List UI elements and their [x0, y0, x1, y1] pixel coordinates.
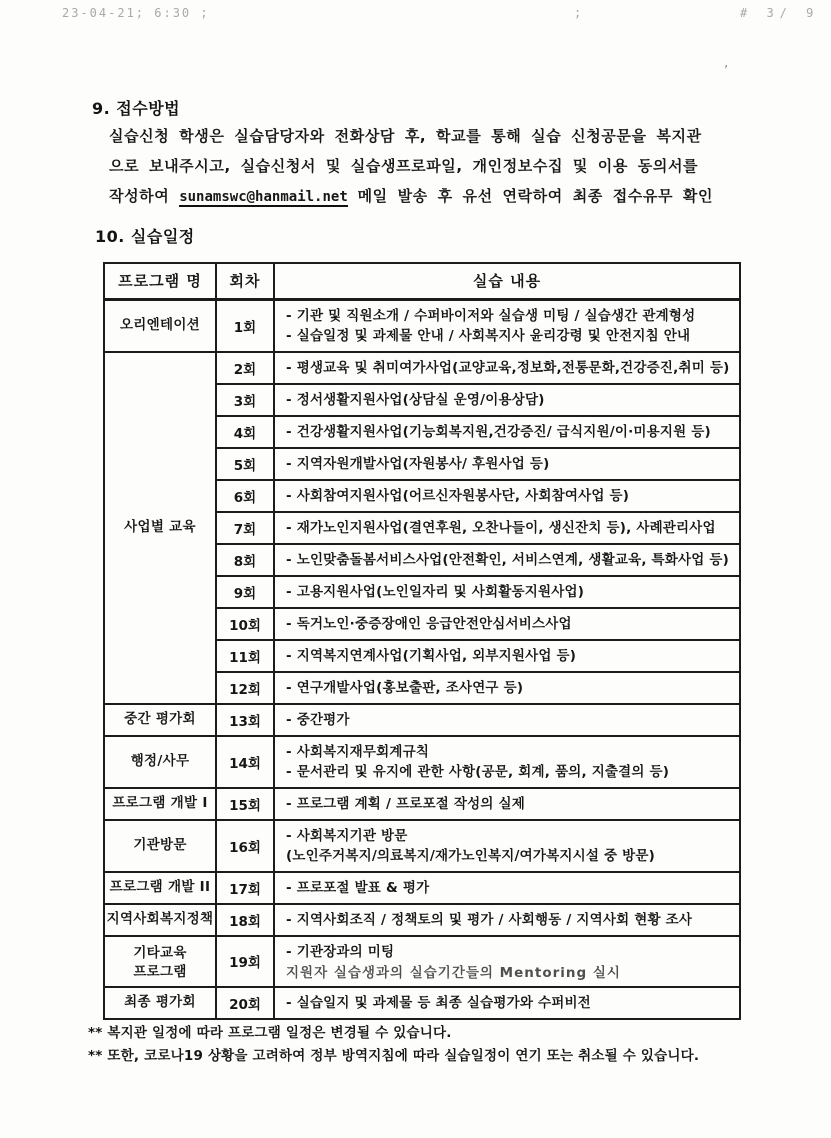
practicum-content-line: 지원자 실습생과의 실습기간들의 Mentoring 실시: [286, 964, 621, 981]
table-row: [104, 987, 740, 1019]
email-address: sunamswc@hanmail.net: [179, 189, 348, 205]
practicum-content-line: - 지역자원개발사업(자원봉사/ 후원사업 등): [286, 455, 550, 472]
practicum-content-line: - 지역복지연계사업(기획사업, 외부지원사업 등): [286, 647, 577, 664]
program-name-cell: 사업별 교육: [104, 352, 216, 704]
session-number-cell: 19회: [216, 936, 274, 987]
session-number-cell: 7회: [216, 512, 274, 544]
practicum-content-cell: [274, 704, 740, 736]
practicum-content-cell: [274, 384, 740, 416]
program-name-cell: 기관방문: [104, 820, 216, 872]
practicum-content-cell: [274, 512, 740, 544]
reception-method-paragraph: [109, 121, 734, 212]
program-name-line: 프로그램: [133, 963, 187, 980]
table-row: [104, 704, 740, 736]
practicum-content-line: - 정서생활지원사업(상담실 운영/이용상담): [286, 391, 545, 408]
fax-timestamp: 23-04-21; 6:30 ;: [62, 6, 210, 20]
table-row: [104, 936, 740, 987]
program-name-cell: 중간 평가회: [104, 704, 216, 736]
practicum-content-cell: [274, 936, 740, 987]
practicum-content-line: (노인주거복지/의료복지/재가노인복지/여가복지시설 중 방문): [286, 847, 655, 864]
table-row: [104, 352, 740, 384]
practicum-content-cell: [274, 640, 740, 672]
program-name-cell: 프로그램 개발 I: [104, 788, 216, 820]
table-row: [104, 904, 740, 936]
table-header-row: [104, 263, 740, 299]
program-name-cell: [104, 936, 216, 987]
footnote-schedule-change: ** 복지관 일정에 따라 프로그램 일정은 변경될 수 있습니다.: [88, 1025, 452, 1041]
session-number-cell: 18회: [216, 904, 274, 936]
program-name-cell: 행정/사무: [104, 736, 216, 788]
paragraph-text: 메일 발송 후 유선 연락하여 최종 접수유무 확인: [347, 187, 714, 205]
practicum-content-line: - 건강생활지원사업(기능회복지원,건강증진/ 급식지원/이·미용지원 등): [286, 423, 711, 440]
fax-page-number: # 3/ 9: [740, 6, 820, 20]
fax-header: [0, 6, 831, 24]
section-9-title: 9. 접수방법: [92, 99, 181, 118]
session-number-cell: 4회: [216, 416, 274, 448]
table-row: [104, 736, 740, 788]
table-row: [104, 820, 740, 872]
program-name-line: 기타교육: [133, 944, 187, 961]
session-number-cell: 6회: [216, 480, 274, 512]
practicum-content-line: - 사회복지기관 방문: [286, 827, 408, 844]
session-number-cell: 12회: [216, 672, 274, 704]
practicum-content-line: - 중간평가: [286, 711, 350, 728]
practicum-content-line: - 프로포절 발표 & 평가: [286, 879, 430, 896]
table-row: [104, 872, 740, 904]
practicum-content-line: - 평생교육 및 취미여가사업(교양교육,정보화,전통문화,건강증진,취미 등): [286, 359, 730, 376]
practicum-content-cell: [274, 872, 740, 904]
paragraph-line: 으로 보내주시고, 실습신청서 및 실습생프로파일, 개인정보수집 및 이용 동의서를: [109, 157, 699, 175]
practicum-content-cell: [274, 416, 740, 448]
practicum-content-cell: [274, 352, 740, 384]
practicum-content-cell: [274, 608, 740, 640]
session-number-cell: 2회: [216, 352, 274, 384]
practicum-content-cell: [274, 788, 740, 820]
practicum-content-line: - 연구개발사업(홍보출판, 조사연구 등): [286, 679, 524, 696]
scan-speck: ’: [724, 64, 729, 79]
fax-separator: ;: [574, 6, 584, 20]
practicum-content-cell: [274, 820, 740, 872]
paragraph-line: [109, 181, 734, 212]
session-number-cell: 20회: [216, 987, 274, 1019]
practicum-content-line: - 노인맞춤돌봄서비스사업(안전확인, 서비스연계, 생활교육, 특화사업 등): [286, 551, 730, 568]
practicum-content-line: - 독거노인·중증장애인 응급안전안심서비스사업: [286, 615, 572, 632]
practicum-content-cell: [274, 480, 740, 512]
practicum-content-cell: [274, 576, 740, 608]
session-number-cell: 1회: [216, 299, 274, 352]
practicum-content-line: - 고용지원사업(노인일자리 및 사회활동지원사업): [286, 583, 585, 600]
paragraph-line: 실습신청 학생은 실습담당자와 전화상담 후, 학교를 통해 실습 신청공문을 복지관: [109, 127, 702, 145]
session-number-cell: 11회: [216, 640, 274, 672]
practicum-content-line: - 기관장과의 미팅: [286, 943, 395, 960]
practicum-content-cell: [274, 672, 740, 704]
session-number-cell: 9회: [216, 576, 274, 608]
practicum-content-line: - 사회참여지원사업(어르신자원봉사단, 사회참여사업 등): [286, 487, 630, 504]
practicum-content-line: - 사회복지재무회계규칙: [286, 743, 430, 760]
practicum-content-cell: [274, 544, 740, 576]
practicum-content-line: - 지역사회조직 / 정책토의 및 평가 / 사회행동 / 지역사회 현황 조사: [286, 911, 693, 928]
session-number-cell: 5회: [216, 448, 274, 480]
practicum-content-line: - 실습일정 및 과제물 안내 / 사회복지사 윤리강령 및 안전지침 안내: [286, 327, 691, 344]
column-header-program: 프로그램 명: [104, 263, 216, 299]
column-header-content: 실습 내용: [274, 263, 740, 299]
session-number-cell: 15회: [216, 788, 274, 820]
session-number-cell: 10회: [216, 608, 274, 640]
session-number-cell: 17회: [216, 872, 274, 904]
column-header-session: 회차: [216, 263, 274, 299]
program-name-cell: 지역사회복지정책: [104, 904, 216, 936]
practicum-content-cell: [274, 736, 740, 788]
session-number-cell: 8회: [216, 544, 274, 576]
table-row: [104, 788, 740, 820]
section-10-title: 10. 실습일정: [95, 227, 195, 246]
practicum-content-line: - 문서관리 및 유지에 관한 사항(공문, 회계, 품의, 지출결의 등): [286, 763, 670, 780]
paragraph-text: 작성하여: [109, 187, 180, 205]
practicum-content-line: - 기관 및 직원소개 / 수퍼바이저와 실습생 미팅 / 실습생간 관계형성: [286, 307, 696, 324]
session-number-cell: 13회: [216, 704, 274, 736]
practicum-content-line: - 재가노인지원사업(결연후원, 오찬나들이, 생신잔치 등), 사례관리사업: [286, 519, 716, 536]
program-name-cell: 프로그램 개발 II: [104, 872, 216, 904]
practicum-schedule-table: [103, 262, 741, 1020]
program-name-cell: 최종 평가회: [104, 987, 216, 1019]
session-number-cell: 16회: [216, 820, 274, 872]
session-number-cell: 3회: [216, 384, 274, 416]
footnotes: [88, 1022, 788, 1068]
practicum-content-line: - 실습일지 및 과제물 등 최종 실습평가와 수퍼비전: [286, 994, 591, 1011]
table-row: [104, 299, 740, 352]
practicum-content-cell: [274, 299, 740, 352]
practicum-content-cell: [274, 448, 740, 480]
footnote-covid19: ** 또한, 코로나19 상황을 고려하여 정부 방역지침에 따라 실습일정이 연기 또는 취소될 수 있습니다.: [88, 1048, 700, 1064]
practicum-content-cell: [274, 987, 740, 1019]
session-number-cell: 14회: [216, 736, 274, 788]
program-name-cell: 오리엔테이션: [104, 299, 216, 352]
practicum-content-line: - 프로그램 계획 / 프로포절 작성의 실제: [286, 795, 525, 812]
practicum-content-cell: [274, 904, 740, 936]
